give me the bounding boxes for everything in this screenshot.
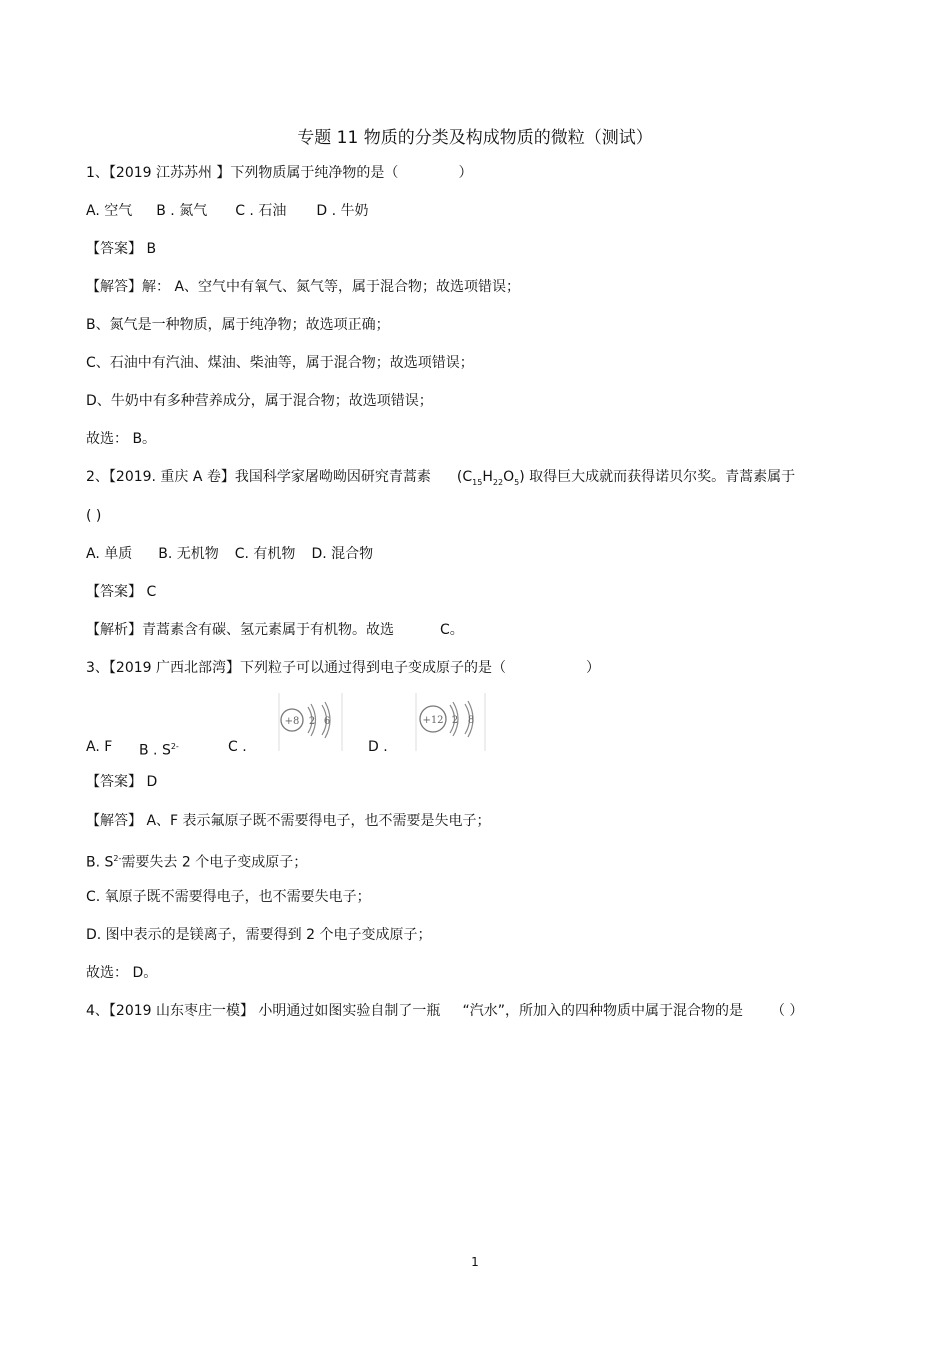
question-2-options [86,544,373,564]
q1-explanation-1: 【解答】解： A、空气中有氧气、氮气等，属于混合物；故选项错误； [86,279,521,295]
q1-option-a: A. 空气 [86,203,133,219]
q2-answer: 【答案】 C [86,584,157,600]
q2-formula-c: (C [456,469,473,485]
q1-explanation-3: C、石油中有汽油、煤油、柴油等，属于混合物；故选项错误； [86,355,474,371]
q2-explanation [86,620,464,640]
shell-1-electrons-c: 2 [308,716,316,727]
page-title: 专题 11 物质的分类及构成物质的微粒（测试） [297,128,653,148]
q2-stem-text: 2、【2019. 重庆 A 卷】我国科学家屠呦呦因研究青蒿素 [86,469,431,485]
q2-option-a: A. 单质 [86,546,133,562]
q1-stem-text: 1、【2019 江苏苏州 】下列物质属于纯净物的是（ [86,165,399,181]
q1-option-d: D . 牛奶 [316,203,369,219]
q2-formula-o-sub: 5 [514,477,520,487]
q2-option-d: D. 混合物 [311,546,374,562]
q2-formula [457,469,519,485]
q3-explanation-3: C. 氧原子既不需要得电子，也不需要失电子； [86,889,371,905]
q3-option-b-text: B . S [139,742,171,759]
q1-stem-close: ） [458,165,473,181]
atom-structure-diagram-c [278,693,344,753]
question-3-stem [86,658,600,678]
shell-2-electrons-d: 8 [467,715,475,726]
q3-explanation-2-symbol: B. S [86,854,114,871]
q2-explanation-text: 【解析】青蒿素含有碳、氢元素属于有机物。故选 [86,622,394,638]
question-1-options [86,201,368,221]
q4-stem-paren: （ ） [770,1003,804,1019]
q2-explanation-choice: C。 [440,622,464,638]
q2-formula-h-sub: 22 [492,477,504,487]
shell-1-electrons-d: 2 [451,715,459,726]
q1-answer: 【答案】 B [86,241,157,257]
q3-explanation-2-text: 需要失去 2 个电子变成原子； [121,854,308,871]
q1-explanation-2: B、氮气是一种物质，属于纯净物；故选项正确； [86,317,390,333]
page-number: 1 [471,1255,479,1269]
q1-choice: 故选： B。 [86,431,157,447]
q2-formula-o: O [503,469,515,485]
q3-stem-text: 3、【2019 广西北部湾】下列粒子可以通过得到电子变成原子的是（ [86,660,506,676]
question-2-stem [86,467,795,493]
q1-option-b: B . 氮气 [156,203,208,219]
q3-option-b [139,737,179,761]
q1-explanation-4: D、牛奶中有多种营养成分，属于混合物；故选项错误； [86,393,433,409]
q2-option-b: B. 无机物 [158,546,219,562]
q2-stem-rest: ) 取得巨大成就而获得诺贝尔奖。青蒿素属于 [519,469,796,485]
q1-option-c: C . 石油 [235,203,287,219]
nucleus-charge-d: +12 [422,715,444,726]
nucleus-charge-c: +8 [284,716,300,727]
q3-option-c: C . [228,739,247,755]
q3-explanation-2 [86,849,307,873]
q2-formula-c-sub: 15 [472,477,483,487]
question-1-stem [86,163,472,183]
q4-stem-rest: “汽水”，所加入的四种物质中属于混合物的是 [462,1003,743,1019]
q3-option-d: D . [368,739,388,755]
shell-2-electrons-c: 6 [323,716,331,727]
q3-option-a: A. F [86,739,113,755]
q3-stem-close: ） [586,660,600,676]
q2-formula-h: H [482,469,493,485]
q3-option-b-charge: 2- [170,742,179,751]
q3-answer: 【答案】 D [86,774,158,790]
q4-stem-text: 4、【2019 山东枣庄一模】 小明通过如图实验自制了一瓶 [86,1003,441,1019]
q3-explanation-4: D. 图中表示的是镁离子，需要得到 2 个电子变成原子； [86,927,432,943]
q3-explanation-2-charge: 2- [113,854,122,863]
q2-stem-paren: ( ) [86,508,102,524]
atom-structure-diagram-d [415,693,487,753]
question-4-stem [86,1001,803,1021]
q3-explanation-1: 【解答】 A、F 表示氟原子既不需要得电子，也不需要是失电子； [86,813,491,829]
q2-option-c: C. 有机物 [234,546,296,562]
q3-choice: 故选： D。 [86,965,158,981]
